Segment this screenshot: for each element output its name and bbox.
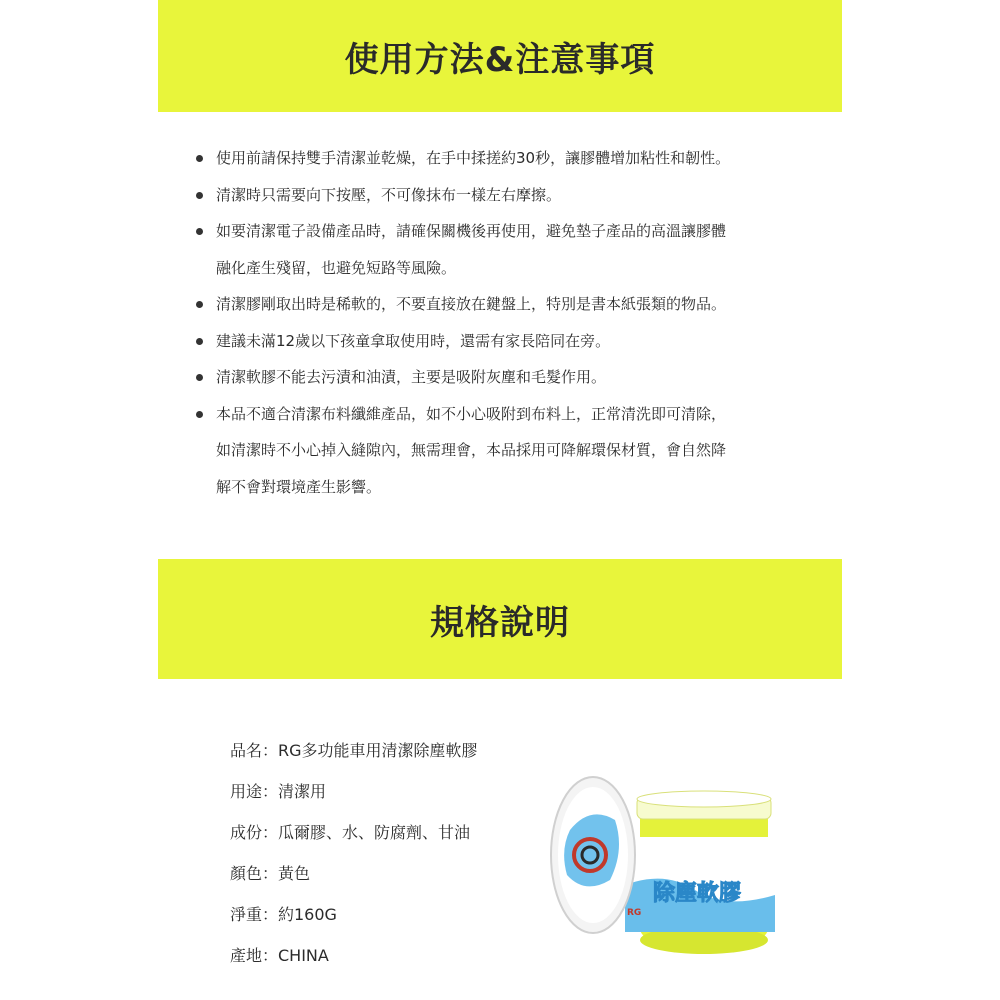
usage-banner	[158, 0, 842, 112]
usage-note-item	[196, 396, 816, 506]
spec-title: 規格說明	[430, 602, 570, 643]
product-jar-image	[545, 775, 780, 965]
usage-note-item	[196, 359, 816, 396]
usage-note-item	[196, 177, 816, 214]
spec-item: 淨重：約160G	[230, 905, 337, 924]
usage-note-item	[196, 286, 816, 323]
usage-notes-list	[196, 140, 816, 505]
spec-item: 顏色：黃色	[230, 864, 311, 883]
usage-note-line: 清潔軟膠不能去污漬和油漬，主要是吸附灰塵和毛髮作用。	[216, 368, 607, 386]
usage-note-line: 建議未滿12歲以下孩童拿取使用時，還需有家長陪同在旁。	[216, 331, 611, 350]
usage-note-item	[196, 323, 816, 360]
spec-banner	[158, 559, 842, 679]
spec-list	[230, 730, 478, 976]
usage-note-line: 清潔膠剛取出時是稀軟的，不要直接放在鍵盤上，特別是書本紙張類的物品。	[216, 295, 727, 313]
usage-note-line: 如要清潔電子設備產品時，請確保關機後再使用，避免墊子產品的高溫讓膠體	[216, 222, 727, 240]
product-label-text: 除塵軟膠	[653, 881, 742, 906]
spec-item: 用途：清潔用	[230, 782, 327, 801]
usage-note-line: 融化產生殘留，也避免短路等風險。	[216, 258, 457, 277]
usage-note-line: 清潔時只需要向下按壓，不可像抹布一樣左右摩擦。	[216, 185, 562, 204]
usage-note-item	[196, 140, 816, 177]
usage-note-line: 本品不適合清潔布料纖維產品，如不小心吸附到布料上，正常清洗即可清除，	[216, 404, 727, 423]
usage-note-item	[196, 213, 816, 286]
usage-note-line: 使用前請保持雙手清潔並乾燥，在手中揉搓約30秒，讓膠體增加粘性和韌性。	[216, 149, 731, 167]
spec-item: 品名：RG多功能車用清潔除塵軟膠	[230, 741, 478, 760]
usage-note-line: 如清潔時不小心掉入縫隙內，無需理會，本品採用可降解環保材質，會自然降	[216, 441, 727, 459]
product-label-logo: RG	[627, 908, 642, 918]
usage-title: 使用方法&注意事項	[344, 39, 656, 80]
spec-item: 成份：瓜爾膠、水、防腐劑、甘油	[230, 823, 471, 842]
spec-item: 產地：CHINA	[230, 946, 329, 965]
usage-note-line: 解不會對環境產生影響。	[216, 477, 382, 496]
